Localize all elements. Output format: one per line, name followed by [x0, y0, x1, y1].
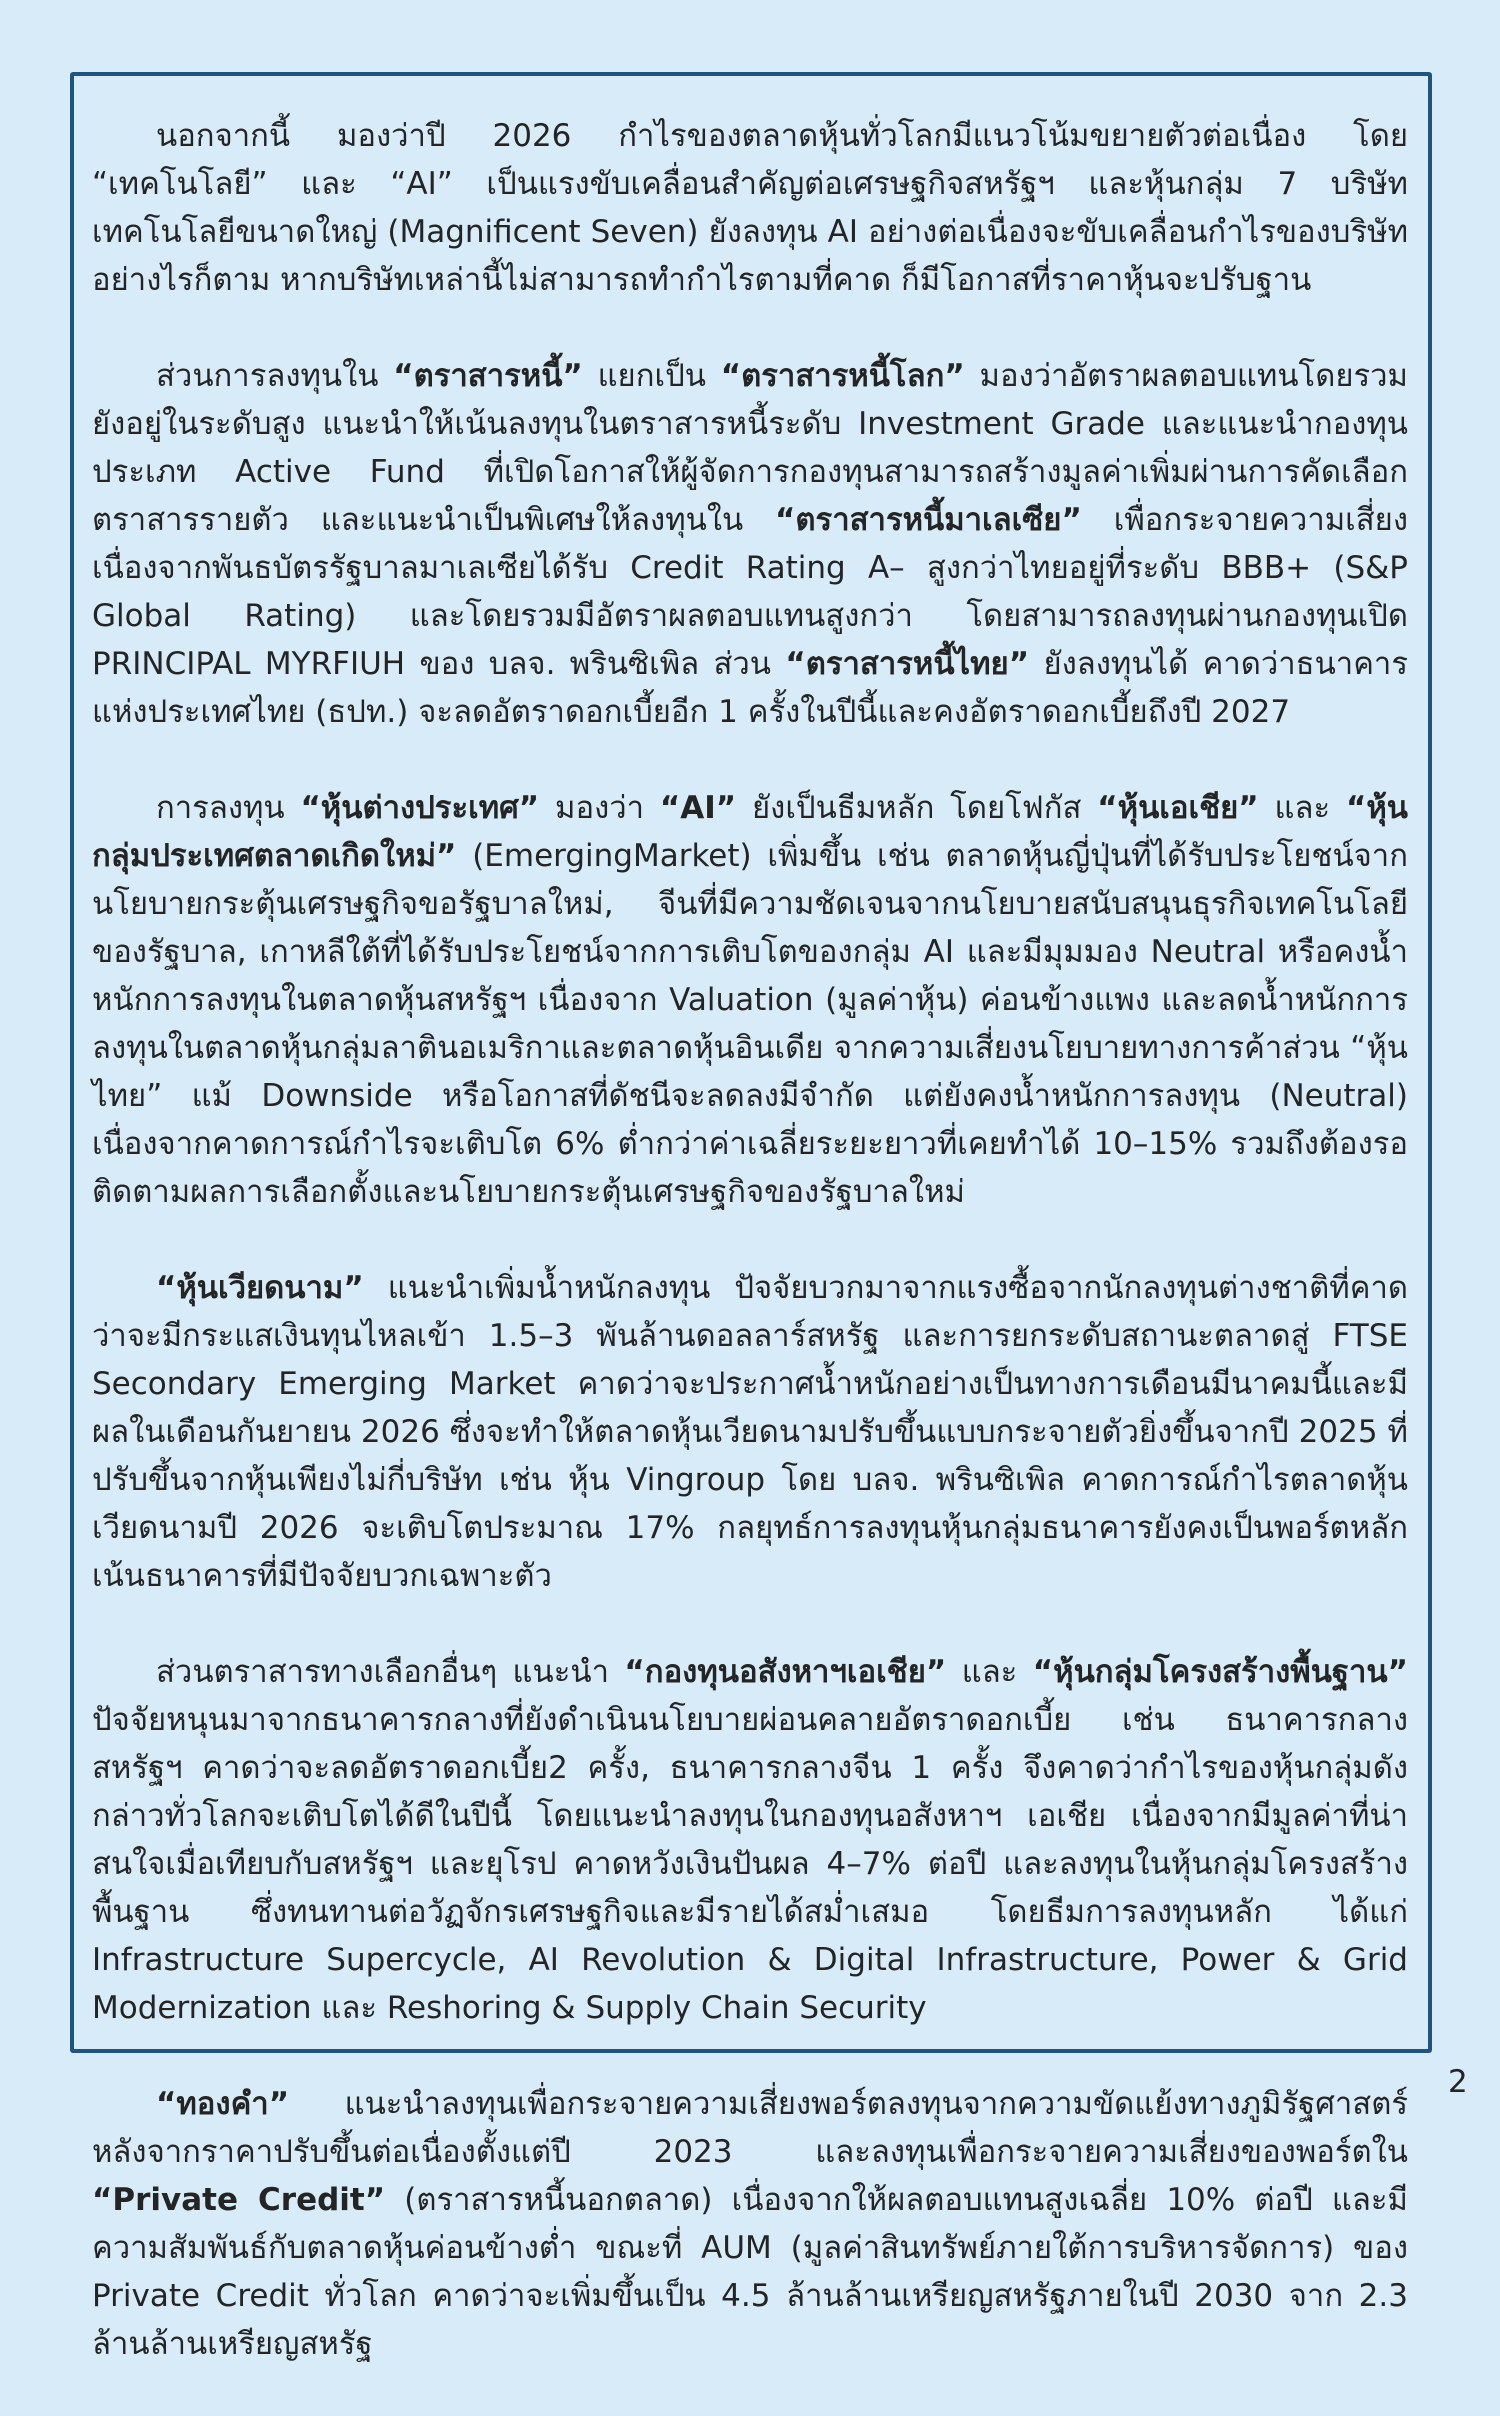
paragraph-foreign-equity: การลงทุน “หุ้นต่างประเทศ” มองว่า “AI” ยังเป็นธีมหลัก โดยโฟกัส “หุ้นเอเชีย” และ “หุ้นกลุ่มประเทศตลาดเกิดใหม่” (EmergingMarket) เพิ่มขึ้น เช่น ตลาดหุ้นญี่ปุ่นที่ได้รับประโยชน์จากนโยบายกระตุ้นเศรษฐกิจขอรัฐบาลใหม่, จีนที่มีความชัดเจนจากนโยบายสนับสนุนธุรกิจเทคโนโลยีของรัฐบาล, เกาหลีใต้ที่ได้รับประโยชน์จากการเติบโตของกลุ่ม AI และมีมุมมอง Neutral หรือคงน้ำหนักการลงทุนในตลาดหุ้นสหรัฐฯ เนื่องจาก Valuation (มูลค่าหุ้น) ค่อนข้างแพง และลดน้ำหนักการลงทุนในตลาดหุ้นกลุ่มลาตินอเมริกาและตลาดหุ้นอินเดีย จากความเสี่ยงนโยบายทางการค้าส่วน “หุ้นไทย” แม้ Downside หรือโอกาสที่ดัชนีจะลดลงมีจำกัด แต่ยังคงน้ำหนักการลงทุน (Neutral) เนื่องจากคาดการณ์กำไรจะเติบโต 6% ต่ำกว่าค่าเฉลี่ยระยะยาวที่เคยทำได้ 10–15% รวมถึงต้องรอติดตามผลการเลือกตั้งและนโยบายกระตุ้นเศรษฐกิจของรัฐบาลใหม่: [92, 790, 1408, 1210]
paragraph-vietnam-equity: “หุ้นเวียดนาม” แนะนำเพิ่มน้ำหนักลงทุน ปัจจัยบวกมาจากแรงซื้อจากนักลงทุนต่างชาติที่คาดว่าจะมีกระแสเงินทุนไหลเข้า 1.5–3 พันล้านดอลลาร์สหรัฐ และการยกระดับสถานะตลาดสู่ FTSE Secondary Emerging Market คาดว่าจะประกาศน้ำหนักอย่างเป็นทางการเดือนมีนาคมนี้และมีผลในเดือนกันยายน 2026 ซึ่งจะทำให้ตลาดหุ้นเวียดนามปรับขึ้นแบบกระจายตัวยิ่งขึ้นจากปี 2025 ที่ปรับขึ้นจากหุ้นเพียงไม่กี่บริษัท เช่น หุ้น Vingroup โดย บลจ. พรินซิเพิล คาดการณ์กำไรตลาดหุ้นเวียดนามปี 2026 จะเติบโตประมาณ 17% กลยุทธ์การลงทุนหุ้นกลุ่มธนาคารยังคงเป็นพอร์ตหลักเน้นธนาคารที่มีปัจจัยบวกเฉพาะตัว: [92, 1270, 1408, 1594]
page-number: 2: [1448, 2064, 1468, 2100]
paragraph-gold-private-credit: “ทองคำ” แนะนำลงทุนเพื่อกระจายความเสี่ยงพอร์ตลงทุนจากความขัดแย้งทางภูมิรัฐศาสตร์หลังจากราคาปรับขึ้นต่อเนื่องตั้งแต่ปี 2023 และลงทุนเพื่อกระจายความเสี่ยงของพอร์ตใน “Private Credit” (ตราสารหนี้นอกตลาด) เนื่องจากให้ผลตอบแทนสูงเฉลี่ย 10% ต่อปี และมีความสัมพันธ์กับตลาดหุ้นค่อนข้างต่ำ ขณะที่ AUM (มูลค่าสินทรัพย์ภายใต้การบริหารจัดการ) ของ Private Credit ทั่วโลก คาดว่าจะเพิ่มขึ้นเป็น 4.5 ล้านล้านเหรียญสหรัฐภายในปี 2030 จาก 2.3 ล้านล้านเหรียญสหรัฐ: [92, 2086, 1408, 2362]
paragraph-alternative-assets: ส่วนตราสารทางเลือกอื่นๆ แนะนำ “กองทุนอสังหาฯเอเชีย” และ “หุ้นกลุ่มโครงสร้างพื้นฐาน” ปัจจัยหนุนมาจากธนาคารกลางที่ยังดำเนินนโยบายผ่อนคลายอัตราดอกเบี้ย เช่น ธนาคารกลางสหรัฐฯ คาดว่าจะลดอัตราดอกเบี้ย2 ครั้ง, ธนาคารกลางจีน 1 ครั้ง จึงคาดว่ากำไรของหุ้นกลุ่มดังกล่าวทั่วโลกจะเติบโตได้ดีในปีนี้ โดยแนะนำลงทุนในกองทุนอสังหาฯ เอเชีย เนื่องจากมีมูลค่าที่น่าสนใจเมื่อเทียบกับสหรัฐฯ และยุโรป คาดหวังเงินปันผล 4–7% ต่อปี และลงทุนในหุ้นกลุ่มโครงสร้างพื้นฐาน ซึ่งทนทานต่อวัฏจักรเศรษฐกิจและมีรายได้สม่ำเสมอ โดยธีมการลงทุนหลัก ได้แก่ Infrastructure Supercycle, AI Revolution & Digital Infrastructure, Power & Grid Modernization และ Reshoring & Supply Chain Security: [92, 1654, 1408, 2026]
paragraph-fixed-income: ส่วนการลงทุนใน “ตราสารหนี้” แยกเป็น “ตราสารหนี้โลก” มองว่าอัตราผลตอบแทนโดยรวมยังอยู่ในระดับสูง แนะนำให้เน้นลงทุนในตราสารหนี้ระดับ Investment Grade และแนะนำกองทุนประเภท Active Fund ที่เปิดโอกาสให้ผู้จัดการกองทุนสามารถสร้างมูลค่าเพิ่มผ่านการคัดเลือกตราสารรายตัว และแนะนำเป็นพิเศษให้ลงทุนใน “ตราสารหนี้มาเลเซีย” เพื่อกระจายความเสี่ยง เนื่องจากพันธบัตรรัฐบาลมาเลเซียได้รับ Credit Rating A– สูงกว่าไทยอยู่ที่ระดับ BBB+ (S&P Global Rating) และโดยรวมมีอัตราผลตอบแทนสูงกว่า โดยสามารถลงทุนผ่านกองทุนเปิด PRINCIPAL MYRFIUH ของ บลจ. พรินซิเพิล ส่วน “ตราสารหนี้ไทย” ยังลงทุนได้ คาดว่าธนาคารแห่งประเทศไทย (ธปท.) จะลดอัตราดอกเบี้ยอีก 1 ครั้งในปีนี้และคงอัตราดอกเบี้ยถึงปี 2027: [92, 358, 1408, 730]
paragraph-global-equity-outlook: นอกจากนี้ มองว่าปี 2026 กำไรของตลาดหุ้นทั่วโลกมีแนวโน้มขยายตัวต่อเนื่อง โดย “เทคโนโลยี” และ “AI” เป็นแรงขับเคลื่อนสำคัญต่อเศรษฐกิจสหรัฐฯ และหุ้นกลุ่ม 7 บริษัทเทคโนโลยีขนาดใหญ่ (Magnificent Seven) ยังลงทุน AI อย่างต่อเนื่องจะขับเคลื่อนกำไรของบริษัท อย่างไรก็ตาม หากบริษัทเหล่านี้ไม่สามารถทำกำไรตามที่คาด ก็มีโอกาสที่ราคาหุ้นจะปรับฐาน: [92, 118, 1408, 298]
document-body: [92, 112, 1408, 2416]
content-border-frame: [70, 72, 1432, 2362]
